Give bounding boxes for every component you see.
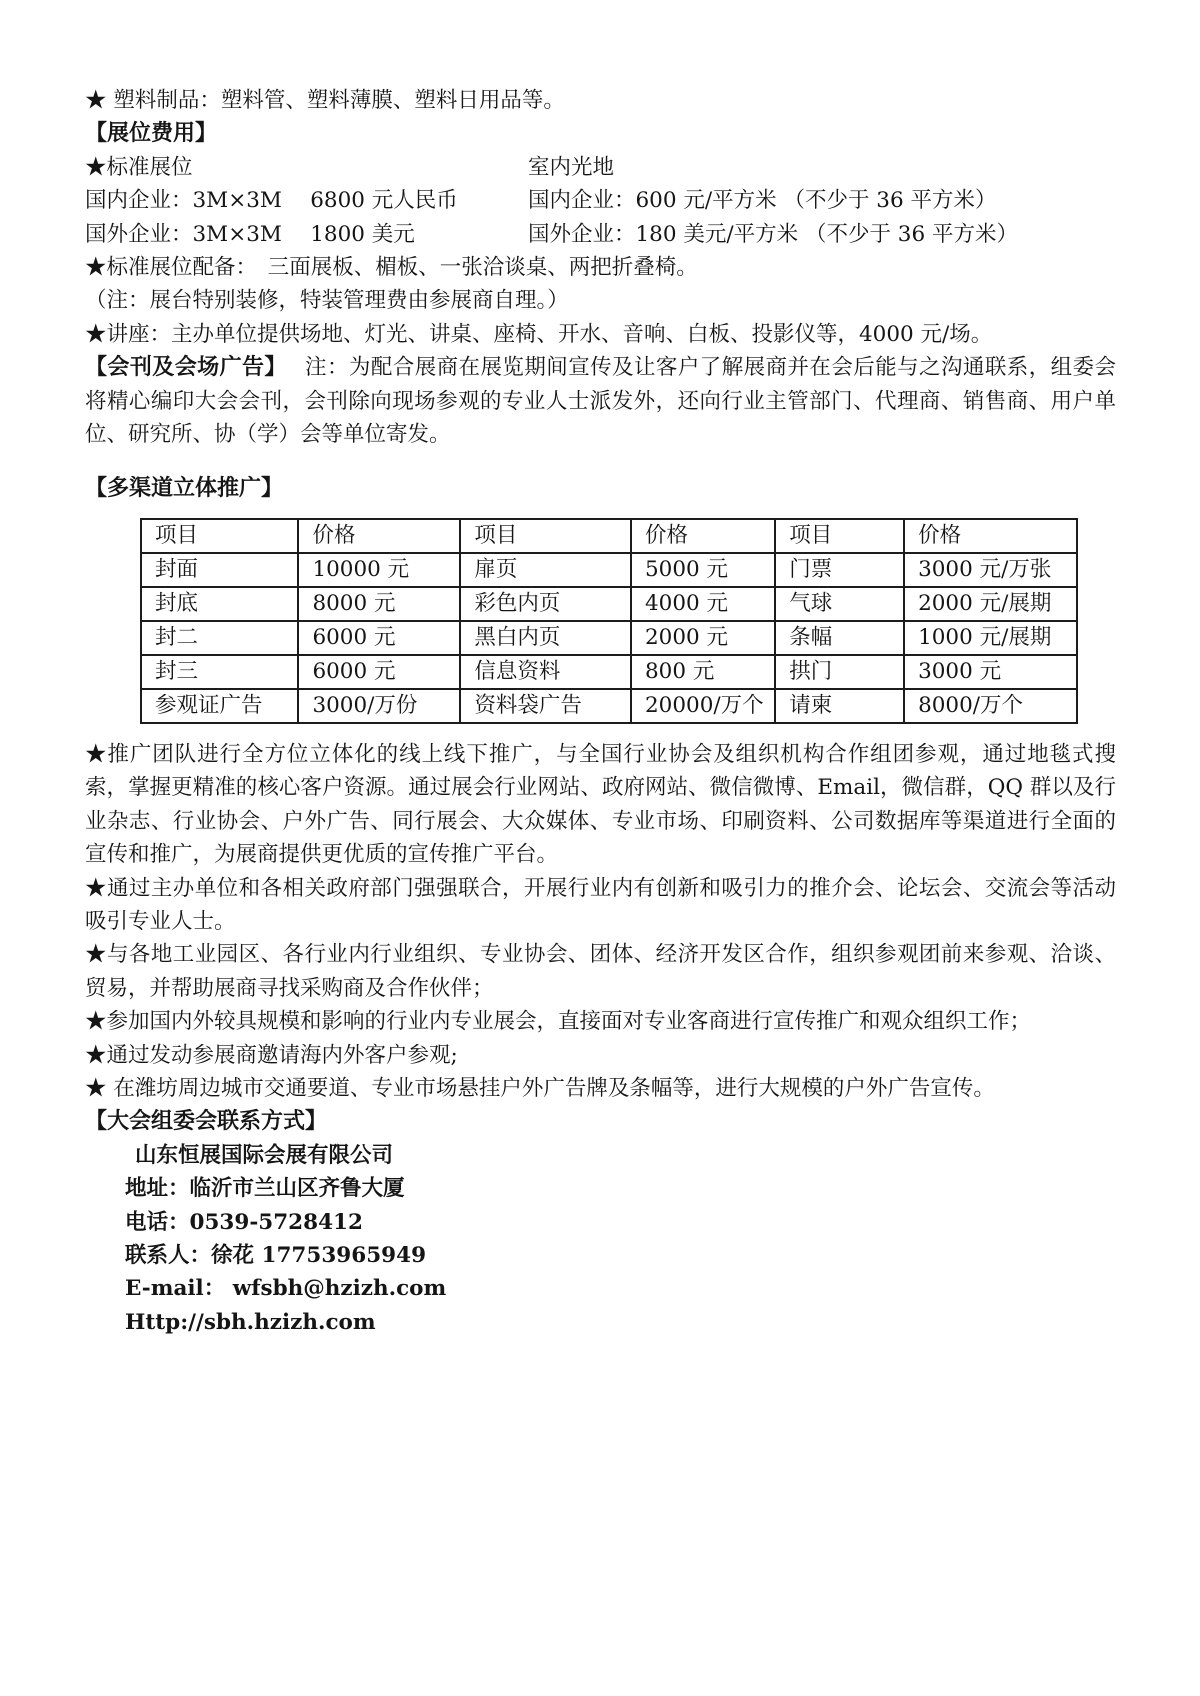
- booth-note-line: （注：展台特别装修，特装管理费由参展商自理。）: [85, 288, 569, 314]
- table-row: [141, 655, 1077, 689]
- table-cell: 气球: [775, 587, 904, 621]
- booth-fee-left-column: [85, 151, 528, 251]
- table-cell: 4000 元: [631, 587, 775, 621]
- promo-table-body: [141, 553, 1077, 723]
- contact-line: E-mail： wfsbh@hzizh.com: [125, 1276, 447, 1302]
- table-cell: 封面: [141, 553, 298, 587]
- table-cell: 2000 元/展期: [904, 587, 1077, 621]
- contact-line: 联系人：徐花 17753965949: [125, 1242, 427, 1268]
- table-cell: 20000/万个: [631, 689, 775, 723]
- table-cell: 拱门: [775, 655, 904, 689]
- standard-booth-label: ★标准展位: [85, 154, 193, 180]
- promo-bullet: ★通过发动参展商邀请海内外客户参观;: [85, 1042, 458, 1068]
- contact-company-name: 山东恒展国际会展有限公司: [135, 1142, 394, 1168]
- table-cell: 3000 元/万张: [904, 553, 1077, 587]
- table-cell: 3000 元: [904, 655, 1077, 689]
- contact-heading: 【大会组委会联系方式】: [85, 1108, 328, 1135]
- table-cell: 条幅: [775, 621, 904, 655]
- promo-bullet: ★ 在潍坊周边城市交通要道、专业市场悬挂户外广告牌及条幅等，进行大规模的户外广告宣传。: [85, 1075, 995, 1101]
- table-header-cell: 价格: [298, 519, 460, 553]
- domestic-space-price: 国内企业：600 元/平方米 （不少于 36 平方米）: [528, 188, 997, 214]
- table-header-cell: 项目: [460, 519, 631, 553]
- journal-ad-body: 注：为配合展商在展览期间宣传及让客户了解展商并在会后能与之沟通联系，组委会将精心编印大会会刊，会刊除向现场参观的专业人士派发外，还向行业主管部门、代理商、销售商、用户单位、研究所、协（学）会等单位寄发。: [85, 355, 1116, 448]
- table-cell: 10000 元: [298, 553, 460, 587]
- table-cell: 信息资料: [460, 655, 631, 689]
- contact-line: Http://sbh.hzizh.com: [125, 1309, 376, 1335]
- table-cell: 黑白内页: [460, 621, 631, 655]
- table-cell: 5000 元: [631, 553, 775, 587]
- promotion-price-table: [140, 518, 1078, 724]
- booth-fee-right-column: [528, 151, 1116, 251]
- promo-bullet: ★推广团队进行全方位立体化的线上线下推广，与全国行业协会及组织机构合作组团参观，通过地毯式搜索，掌握更精准的核心客户资源。通过展会行业网站、政府网站、微信微博、Email，微信群，QQ 群以及行业杂志、行业协会、户外广告、同行展会、大众媒体、专业市场、印刷资料、公司数据库等渠道进行全面的宣传和推广，为展商提供更优质的宣传推广平台。: [85, 741, 1116, 868]
- table-row: [141, 587, 1077, 621]
- table-cell: 2000 元: [631, 621, 775, 655]
- table-header-row: [141, 519, 1077, 553]
- foreign-booth-price: 国外企业：3M×3M 1800 美元: [85, 221, 415, 247]
- promo-bullet: ★参加国内外较具规模和影响的行业内专业展会，直接面对专业客商进行宣传推广和观众组织工作；: [85, 1009, 1032, 1035]
- contact-block: [85, 1139, 1116, 1339]
- foreign-space-price: 国外企业：180 美元/平方米 （不少于 36 平方米）: [528, 221, 1018, 247]
- table-cell: 8000/万个: [904, 689, 1077, 723]
- contact-line: 地址：临沂市兰山区齐鲁大厦: [125, 1176, 405, 1202]
- table-cell: 扉页: [460, 553, 631, 587]
- section-spacer: [85, 451, 1116, 472]
- table-cell: 3000/万份: [298, 689, 460, 723]
- contact-line: 电话：0539-5728412: [125, 1209, 363, 1235]
- table-row: [141, 553, 1077, 587]
- table-cell: 彩色内页: [460, 587, 631, 621]
- booth-fee-columns: [85, 151, 1116, 251]
- promo-bullets: [85, 738, 1116, 1105]
- table-cell: 封三: [141, 655, 298, 689]
- table-cell: 6000 元: [298, 655, 460, 689]
- table-row: [141, 621, 1077, 655]
- table-row: [141, 689, 1077, 723]
- booth-equipment-line: ★标准展位配备： 三面展板、楣板、一张洽谈桌、两把折叠椅。: [85, 255, 698, 281]
- promotion-heading: 【多渠道立体推广】: [85, 475, 284, 502]
- table-cell: 8000 元: [298, 587, 460, 621]
- intro-line: ★ 塑料制品：塑料管、塑料薄膜、塑料日用品等。: [85, 88, 565, 113]
- table-cell: 封底: [141, 587, 298, 621]
- table-header-cell: 项目: [775, 519, 904, 553]
- table-cell: 封二: [141, 621, 298, 655]
- domestic-booth-price: 国内企业：3M×3M 6800 元人民币: [85, 188, 458, 214]
- table-cell: 请柬: [775, 689, 904, 723]
- promo-bullet: ★通过主办单位和各相关政府部门强强联合，开展行业内有创新和吸引力的推介会、论坛会、交流会等活动吸引专业人士。: [85, 875, 1116, 934]
- table-cell: 资料袋广告: [460, 689, 631, 723]
- table-header-cell: 价格: [631, 519, 775, 553]
- table-cell: 800 元: [631, 655, 775, 689]
- lecture-line: ★讲座：主办单位提供场地、灯光、讲桌、座椅、开水、音响、白板、投影仪等，4000 元/场。: [85, 321, 993, 347]
- journal-ad-paragraph: [85, 351, 1116, 451]
- promo-bullet: ★与各地工业园区、各行业内行业组织、专业协会、团体、经济开发区合作，组织参观团前来参观、洽谈、贸易，并帮助展商寻找采购商及合作伙伴；: [85, 942, 1116, 1001]
- table-cell: 6000 元: [298, 621, 460, 655]
- table-header-cell: 价格: [904, 519, 1077, 553]
- table-header-cell: 项目: [141, 519, 298, 553]
- journal-ad-heading: 【会刊及会场广告】: [85, 354, 276, 381]
- table-cell: 1000 元/展期: [904, 621, 1077, 655]
- table-cell: 参观证广告: [141, 689, 298, 723]
- raw-space-label: 室内光地: [528, 154, 615, 180]
- booth-fee-heading: 【展位费用】: [85, 120, 218, 147]
- table-cell: 门票: [775, 553, 904, 587]
